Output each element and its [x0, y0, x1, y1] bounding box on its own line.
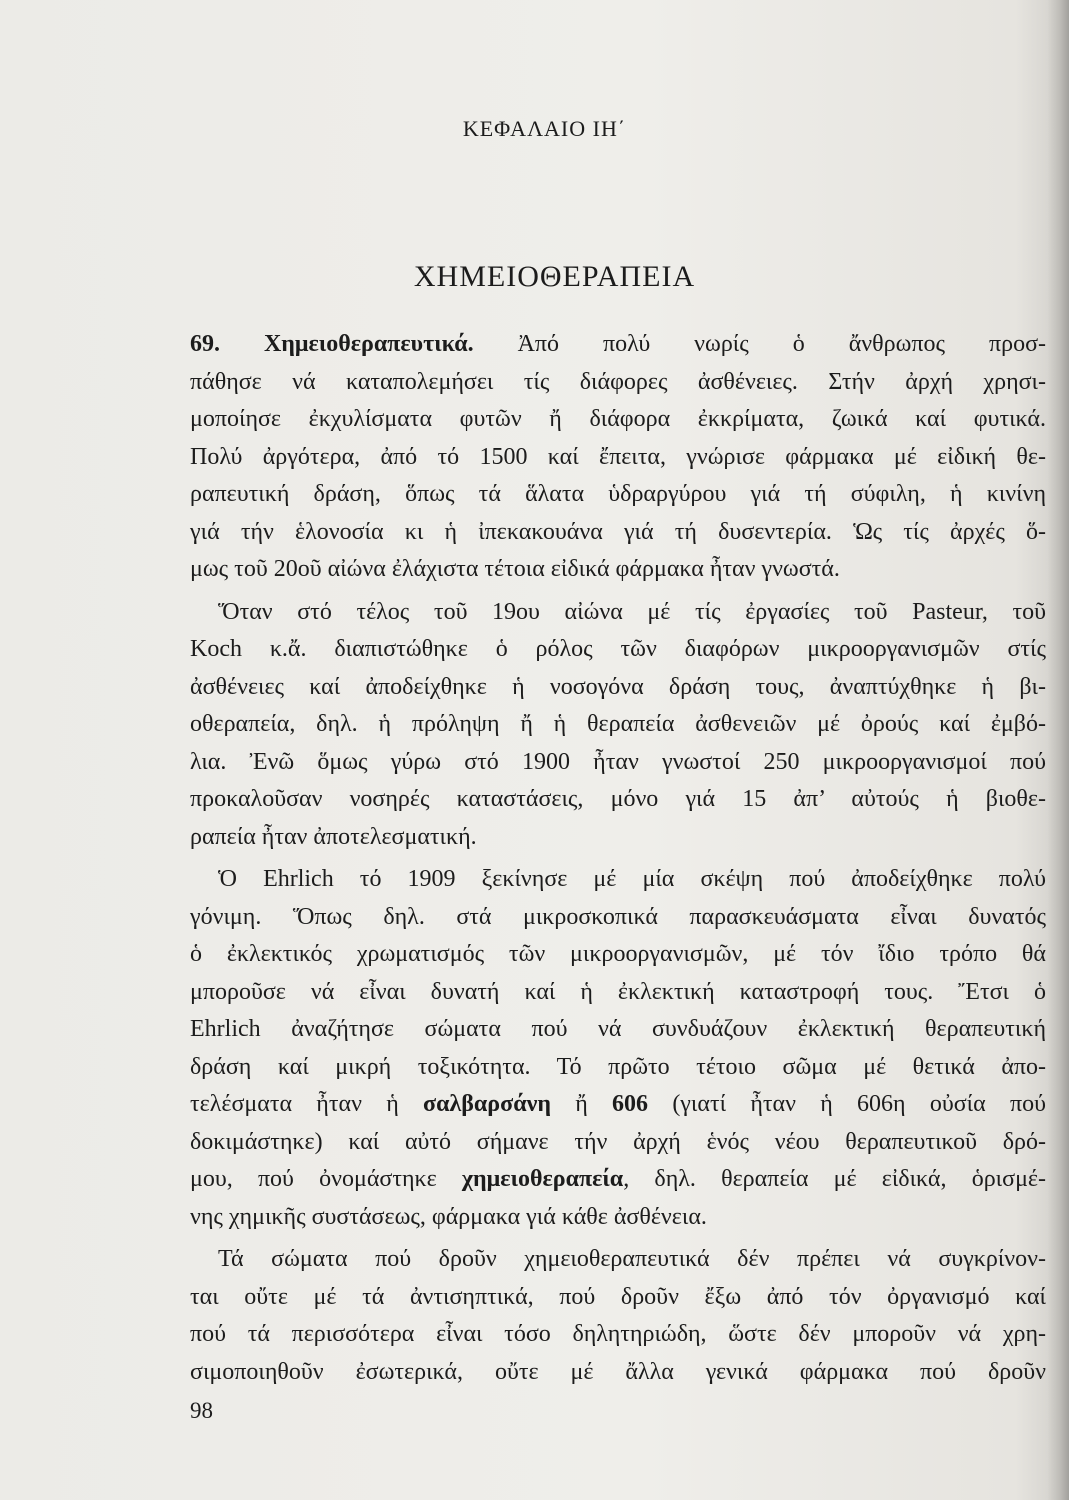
text-line: νης χημικῆς συστάσεως, φάρμακα γιά κάθε ἀσθένεια. — [190, 1203, 707, 1230]
page-edge-shadow — [1047, 0, 1069, 1500]
text-line — [190, 326, 1046, 364]
text-line: δράση καί μικρή τοξικότητα. Τό πρῶτο τέτοιο σῶμα μέ θετικά ἀπο- — [190, 1053, 1046, 1080]
chapter-label: ΚΕΦΑΛΑΙΟ ΙΗ΄ — [462, 116, 627, 141]
line-text: ἤ — [550, 1091, 613, 1117]
text-line: πάθησε νά καταπολεμήσει τίς διάφορες ἀσθένειες. Στήν ἀρχή χρησι- — [190, 368, 1046, 395]
text-line: Ὅταν στό τέλος τοῦ 19ου αἰώνα μέ τίς ἐργασίες τοῦ Pasteur, τοῦ — [218, 598, 1046, 625]
text-line: Ὁ Ehrlich τό 1909 ξεκίνησε μέ μία σκέψη πού ἀποδείχθηκε πολύ — [218, 866, 1046, 892]
text-line: δοκιμάστηκε) καί αὐτό σήμανε τήν ἀρχή ἑνός νέου θεραπευτικοῦ δρό- — [190, 1128, 1046, 1155]
body-text — [190, 326, 1046, 1391]
text-line: ἀσθένειες καί ἀποδείχθηκε ἡ νοσογόνα δράση τους, ἀναπτύχθηκε ἡ βι- — [190, 673, 1046, 700]
line-text: Ἀπό πολύ νωρίς ὁ ἄνθρωπος προσ- — [473, 331, 1047, 357]
page-number: 98 — [190, 1398, 213, 1423]
text-line: Ehrlich ἀναζήτησε σώματα πού νά συνδυάζουν ἐκλεκτική θεραπευτική — [190, 1016, 1046, 1042]
paragraph — [190, 326, 1046, 589]
text-line: γιά τήν ἑλονοσία κι ἡ ἰπεκακουάνα γιά τή δυσεντερία. Ὡς τίς ἀρχές ὅ- — [190, 518, 1046, 545]
text-line: Τά σώματα πού δροῦν χημειοθεραπευτικά δέν πρέπει νά συγκρίνον- — [218, 1246, 1046, 1272]
line-text: , δηλ. θεραπεία μέ εἰδικά, ὁρισμέ- — [623, 1166, 1046, 1192]
text-line: ὁ ἐκλεκτικός χρωματισμός τῶν μικροοργανισμῶν, μέ τόν ἴδιο τρόπο θά — [190, 941, 1046, 967]
text-line: λια. Ἐνῶ ὅμως γύρω στό 1900 ἦταν γνωστοί 250 μικροοργανισμοί πού — [190, 748, 1046, 775]
bold-term: χημειοθεραπεία — [461, 1166, 624, 1192]
paragraph — [190, 861, 1046, 1236]
text-line — [190, 1086, 1046, 1124]
text-line: Πολύ ἀργότερα, ἀπό τό 1500 καί ἔπειτα, γνώρισε φάρμακα μέ εἰδική θε- — [190, 443, 1046, 470]
text-line: μως τοῦ 20οῦ αἰώνα ἐλάχιστα τέτοια εἰδικά φάρμακα ἦταν γνωστά. — [190, 556, 840, 582]
bold-term: 606 — [612, 1091, 649, 1117]
section-heading: 69. Χημειοθεραπευτικά. — [190, 331, 474, 357]
text-line: πού τά περισσότερα εἶναι τόσο δηλητηριώδη, ὥστε δέν μποροῦν νά χρη- — [190, 1321, 1046, 1347]
bold-term: σαλβαρσάνη — [423, 1091, 551, 1117]
text-line: Koch κ.ἄ. διαπιστώθηκε ὁ ρόλος τῶν διαφόρων μικροοργανισμῶν στίς — [190, 636, 1046, 662]
text-line: προκαλοῦσαν νοσηρές καταστάσεις, μόνο γιά 15 ἀπ’ αὐτούς ἡ βιοθε- — [190, 786, 1046, 812]
paragraph — [190, 1241, 1046, 1391]
paragraph — [190, 594, 1046, 857]
text-line: ραπεία ἦταν ἀποτελεσματική. — [190, 823, 477, 850]
text-line — [190, 1161, 1046, 1199]
text-line: γόνιμη. Ὅπως δηλ. στά μικροσκοπικά παρασκευάσματα εἶναι δυνατός — [190, 903, 1046, 930]
line-text: τελέσματα ἦταν ἡ — [190, 1091, 424, 1117]
text-line: ραπευτική δράση, ὅπως τά ἅλατα ὑδραργύρου γιά τή σύφιλη, ἡ κινίνη — [190, 481, 1046, 507]
line-text: (γιατί ἦταν ἡ 606η οὐσία πού — [648, 1091, 1046, 1117]
text-line: ται οὔτε μέ τά ἀντισηπτικά, πού δροῦν ἔξω ἀπό τόν ὀργανισμό καί — [190, 1283, 1046, 1310]
text-line: μποροῦσε νά εἶναι δυνατή καί ἡ ἐκλεκτική καταστροφή τους. Ἔτσι ὁ — [190, 978, 1046, 1005]
chapter-title: ΧΗΜΕΙΟΘΕΡΑΠΕΙΑ — [413, 260, 696, 293]
text-line: μοποίησε ἐκχυλίσματα φυτῶν ἤ διάφορα ἐκκρίματα, ζωικά καί φυτικά. — [190, 406, 1046, 432]
line-text: μου, πού ὀνομάστηκε — [190, 1166, 462, 1192]
text-line: σιμοποιηθοῦν ἐσωτερικά, οὔτε μέ ἄλλα γενικά φάρμακα πού δροῦν — [190, 1358, 1046, 1385]
text-line: οθεραπεία, δηλ. ἡ πρόληψη ἤ ἡ θεραπεία ἀσθενειῶν μέ ὀρούς καί ἐμβό- — [190, 711, 1046, 737]
